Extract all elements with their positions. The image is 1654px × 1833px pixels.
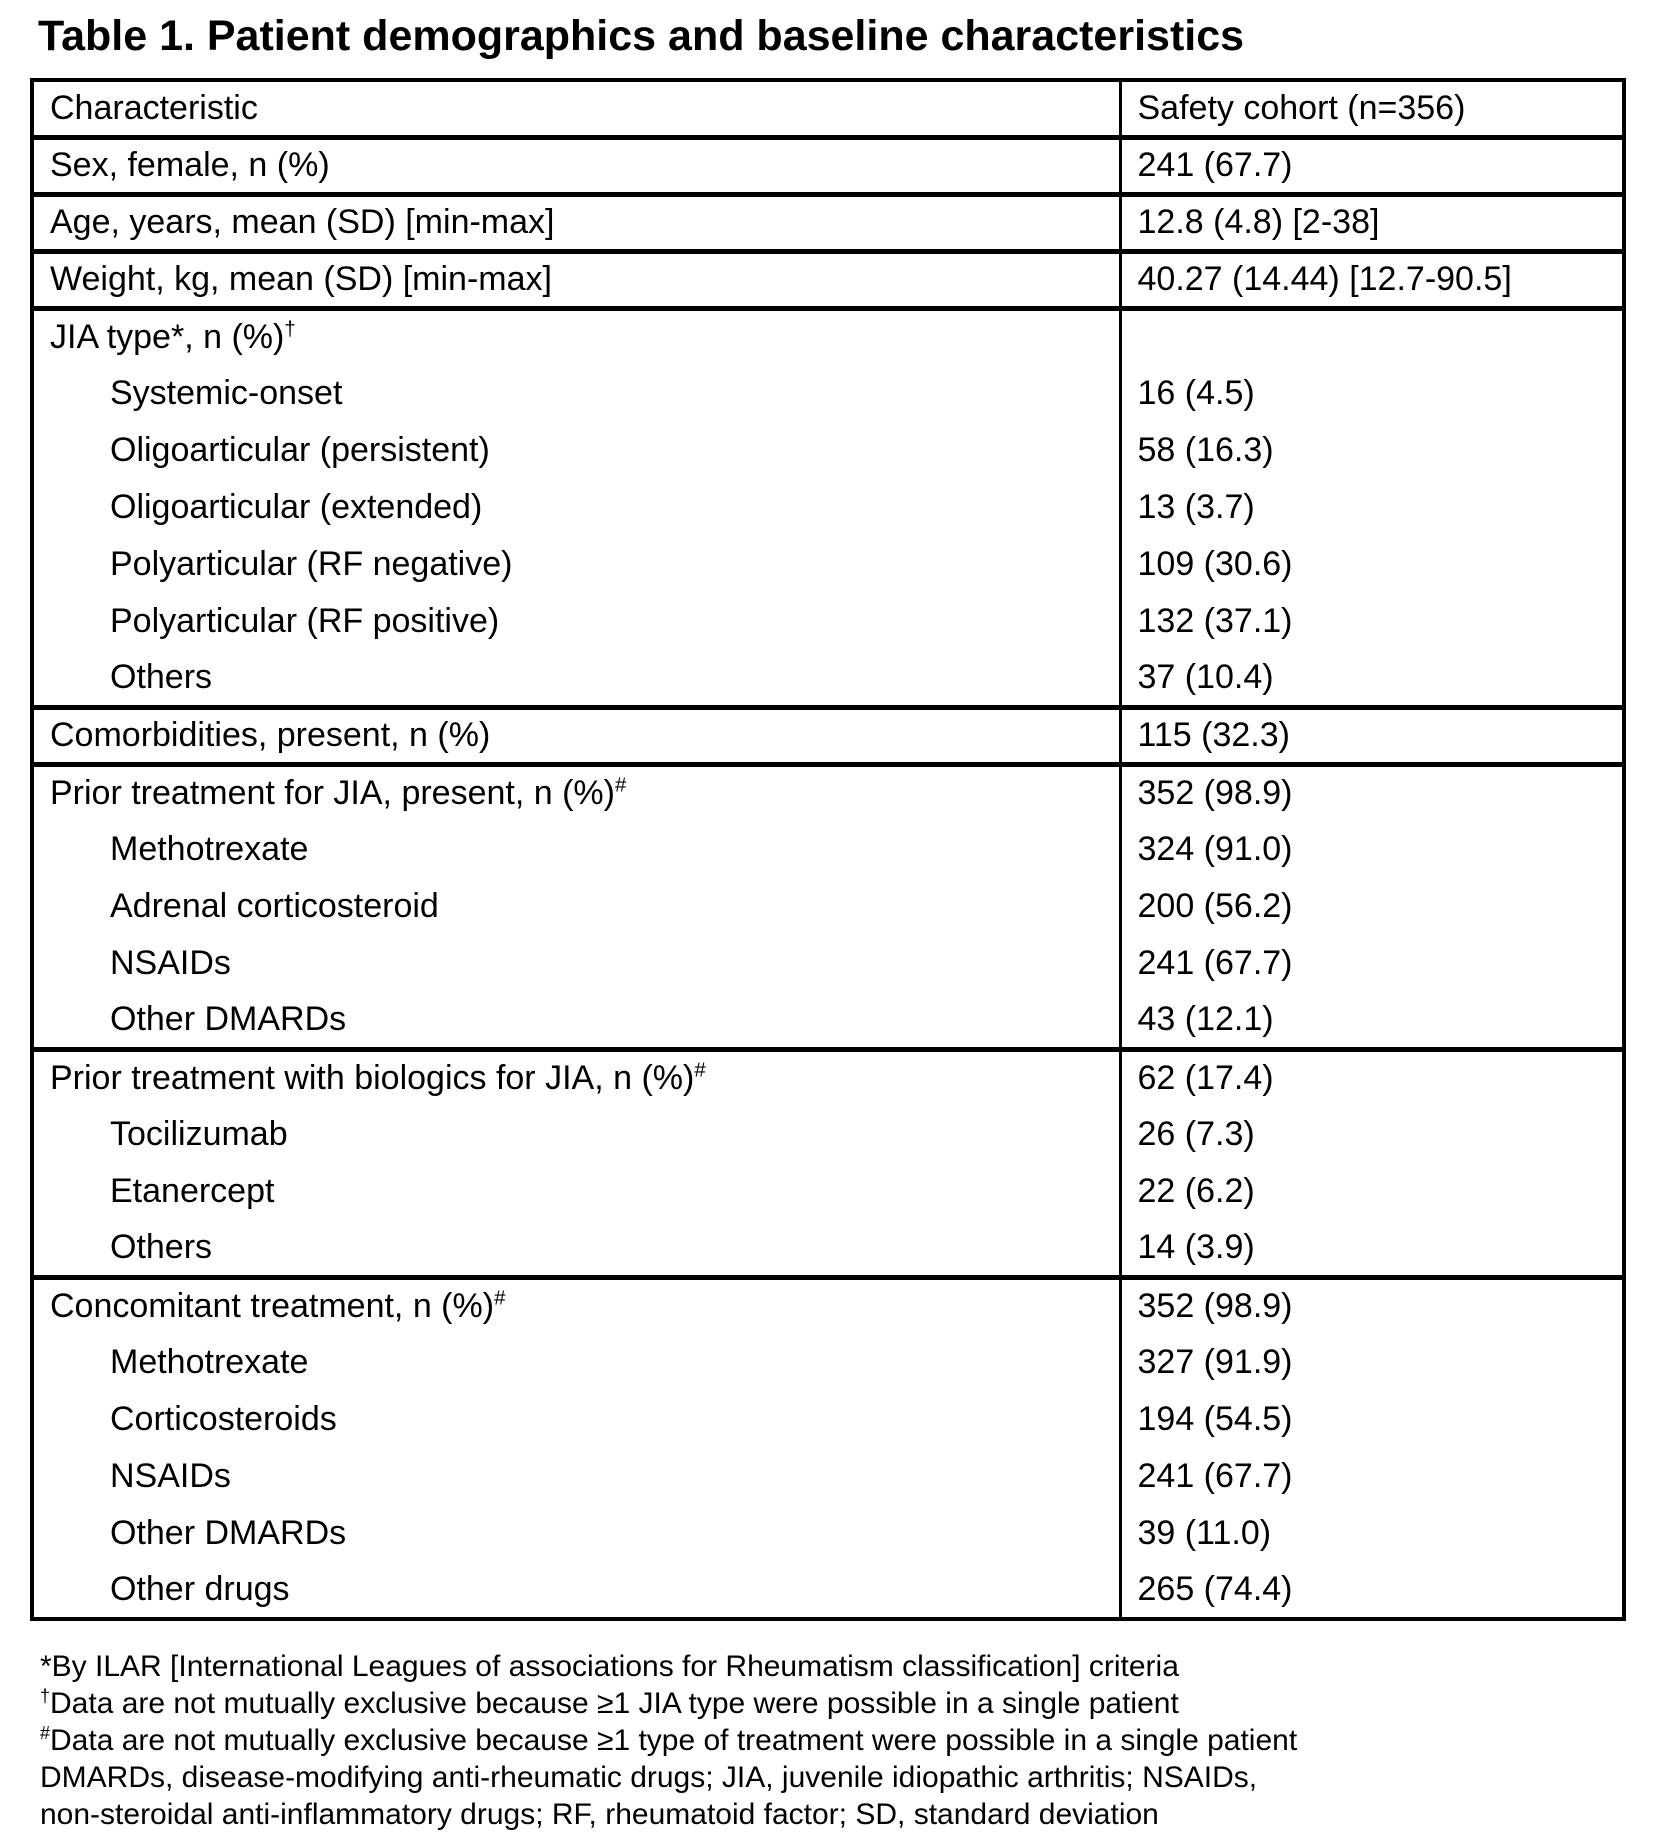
footnote-text: Data are not mutually exclusive because ≥1 type of treatment were possible in a single patient	[50, 1724, 1298, 1757]
row-label: Others	[110, 1227, 213, 1266]
row-label: Sex, female, n (%)	[50, 146, 330, 184]
footnotes	[40, 1648, 1297, 1833]
footnote-abbreviations-2	[40, 1796, 1297, 1833]
row-label: Other drugs	[110, 1570, 290, 1608]
row-label-sup: #	[494, 1287, 506, 1310]
row-weight	[32, 251, 1624, 308]
row-label-sup: †	[284, 318, 296, 341]
row-label: Corticosteroids	[110, 1400, 337, 1438]
row-prior-biologics-group	[32, 1049, 1624, 1106]
row-value: 58 (16.3)	[1137, 431, 1274, 469]
row-prior-other-dmards	[32, 992, 1624, 1049]
row-value	[1120, 308, 1624, 365]
row-label-sup: #	[614, 774, 627, 797]
row-jia-type-group	[32, 308, 1624, 365]
row-value: 40.27 (14.44) [12.7-90.5]	[1120, 251, 1624, 308]
row-jia-others	[32, 650, 1624, 707]
row-prior-nsaids	[32, 935, 1624, 992]
row-label: Polyarticular (RF negative)	[110, 545, 513, 583]
row-polyarticular-rf-negative	[32, 536, 1624, 593]
row-label: JIA type*, n (%)	[50, 318, 285, 357]
row-label: Oligoarticular (extended)	[110, 488, 483, 526]
footnote-text: *By ILAR [International Leagues of associations for Rheumatism classification] criteria	[40, 1650, 1179, 1683]
row-systemic-onset	[32, 365, 1624, 422]
row-polyarticular-rf-positive	[32, 593, 1624, 650]
demographics-table	[30, 78, 1626, 1621]
row-adrenal-corticosteroid	[32, 878, 1624, 935]
row-value: 115 (32.3)	[1120, 707, 1624, 764]
row-label: Oligoarticular (persistent)	[110, 431, 490, 469]
row-label: Others	[110, 657, 213, 696]
row-label: Etanercept	[110, 1172, 275, 1210]
row-value: 132 (37.1)	[1137, 602, 1293, 640]
row-other-drugs	[32, 1562, 1624, 1619]
row-value: 109 (30.6)	[1137, 545, 1293, 583]
row-value: 14 (3.9)	[1137, 1227, 1255, 1266]
footnote-treatment	[40, 1722, 1297, 1759]
row-concomitant-other-dmards	[32, 1505, 1624, 1562]
page-title: Table 1. Patient demographics and baseline characteristics	[38, 12, 1245, 60]
row-value: 265 (74.4)	[1137, 1570, 1293, 1608]
header-characteristic: Characteristic	[32, 80, 1120, 137]
row-label: Adrenal corticosteroid	[110, 887, 439, 925]
footnote-ilar	[40, 1648, 1297, 1685]
row-label: Prior treatment for JIA, present, n (%)	[50, 774, 615, 813]
row-oligoarticular-persistent	[32, 422, 1624, 479]
row-label: Systemic-onset	[110, 374, 343, 412]
footnote-abbreviations-1	[40, 1759, 1297, 1796]
row-label: Polyarticular (RF positive)	[110, 602, 500, 640]
row-value: 194 (54.5)	[1137, 1400, 1293, 1438]
row-value: 241 (67.7)	[1137, 944, 1293, 982]
row-label: Methotrexate	[110, 830, 309, 868]
row-age	[32, 194, 1624, 251]
footnote-text: Data are not mutually exclusive because ≥1 JIA type were possible in a single patient	[50, 1687, 1179, 1720]
row-label: NSAIDs	[110, 944, 231, 982]
row-value: 43 (12.1)	[1137, 999, 1274, 1038]
row-value: 241 (67.7)	[1137, 1457, 1293, 1495]
row-value: 37 (10.4)	[1137, 657, 1274, 696]
row-tocilizumab	[32, 1106, 1624, 1163]
row-label: Comorbidities, present, n (%)	[50, 716, 491, 754]
footnote-text: DMARDs, disease-modifying anti-rheumatic drugs; JIA, juvenile idiopathic arthritis; NSAIDs,	[40, 1761, 1258, 1794]
row-label: Other DMARDs	[110, 1514, 347, 1552]
row-prior-methotrexate	[32, 821, 1624, 878]
footnote-sup: †	[40, 1686, 51, 1706]
row-prior-treatment-group	[32, 764, 1624, 821]
row-value: 16 (4.5)	[1137, 374, 1255, 412]
footnote-sup: #	[40, 1723, 51, 1743]
row-corticosteroids	[32, 1391, 1624, 1448]
row-label: Concomitant treatment, n (%)	[50, 1287, 495, 1326]
row-value: 39 (11.0)	[1137, 1514, 1272, 1552]
row-etanercept	[32, 1163, 1624, 1220]
row-oligoarticular-extended	[32, 479, 1624, 536]
row-value: 12.8 (4.8) [2-38]	[1120, 194, 1624, 251]
row-label: NSAIDs	[110, 1457, 231, 1495]
table-header-row	[32, 80, 1624, 137]
row-value: 324 (91.0)	[1137, 830, 1293, 868]
row-label: Prior treatment with biologics for JIA, n (%)	[50, 1059, 695, 1098]
row-concomitant-group	[32, 1277, 1624, 1334]
row-label: Age, years, mean (SD) [min-max]	[50, 203, 555, 241]
row-label: Other DMARDs	[110, 999, 347, 1038]
header-cohort: Safety cohort (n=356)	[1137, 88, 1466, 127]
row-value: 327 (91.9)	[1137, 1343, 1293, 1381]
row-value: 200 (56.2)	[1137, 887, 1293, 925]
row-label: Methotrexate	[110, 1343, 309, 1381]
row-value: 13 (3.7)	[1137, 488, 1255, 526]
row-concomitant-nsaids	[32, 1448, 1624, 1505]
row-value: 62 (17.4)	[1120, 1049, 1624, 1106]
row-value: 22 (6.2)	[1137, 1172, 1255, 1210]
row-comorbidities	[32, 707, 1624, 764]
row-sex-female	[32, 137, 1624, 194]
row-concomitant-methotrexate	[32, 1334, 1624, 1391]
row-label: Tocilizumab	[110, 1115, 288, 1153]
row-value: 26 (7.3)	[1137, 1115, 1255, 1153]
footnote-jia-type	[40, 1685, 1297, 1722]
row-value: 241 (67.7)	[1120, 137, 1624, 194]
row-label-sup: #	[694, 1059, 706, 1082]
row-value: 352 (98.9)	[1120, 764, 1624, 821]
footnote-text: non-steroidal anti-inflammatory drugs; RF, rheumatoid factor; SD, standard deviation	[40, 1798, 1159, 1831]
row-value: 352 (98.9)	[1120, 1277, 1624, 1334]
row-biologics-others	[32, 1220, 1624, 1277]
row-label: Weight, kg, mean (SD) [min-max]	[50, 260, 552, 298]
